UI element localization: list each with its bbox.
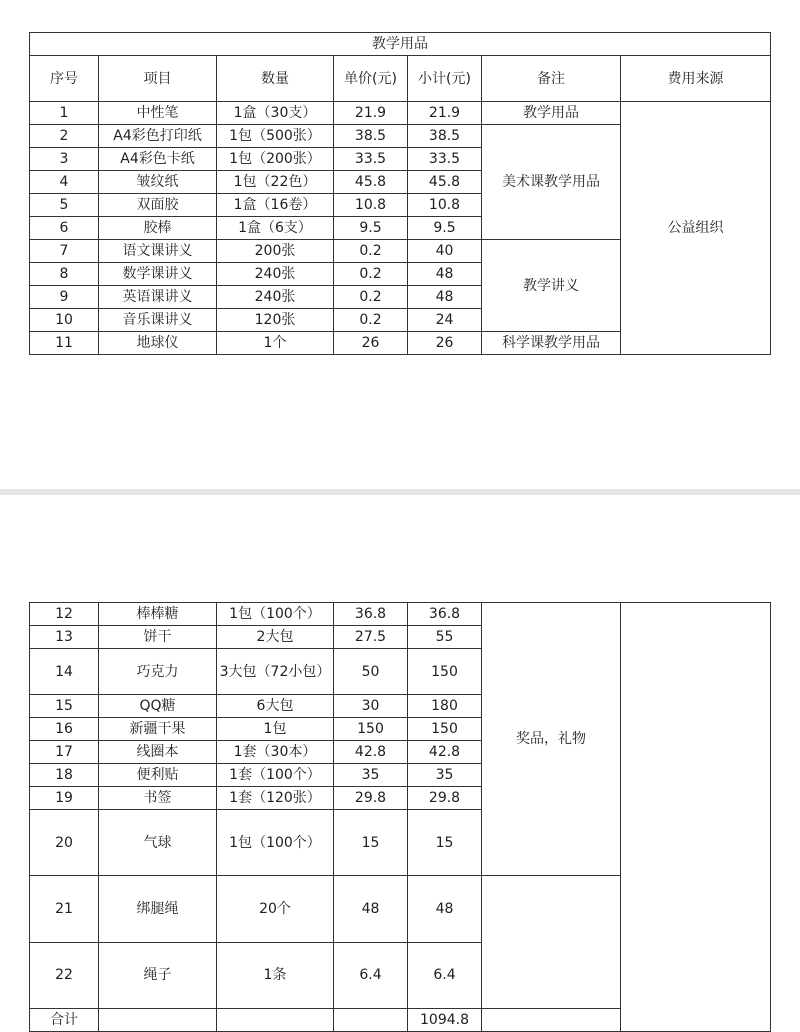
row-subtotal: 36.8 [408,603,482,626]
note-prizes: 奖品，礼物 [482,603,621,876]
row-subtotal: 48 [408,263,482,286]
row-subtotal: 180 [408,695,482,718]
row-quantity: 1条 [217,942,334,1008]
row-unit-price: 48 [334,876,408,942]
row-unit-price: 6.4 [334,942,408,1008]
row-subtotal: 40 [408,240,482,263]
row-subtotal: 45.8 [408,171,482,194]
row-item: 数学课讲义 [99,263,217,286]
row-unit-price: 50 [334,649,408,695]
page-1 [0,0,800,489]
row-quantity: 1盒（16卷） [217,194,334,217]
row-subtotal: 38.5 [408,125,482,148]
row-quantity: 3大包（72小包） [217,649,334,695]
row-unit-price: 150 [334,718,408,741]
row-index: 22 [30,942,99,1008]
row-subtotal: 24 [408,309,482,332]
row-quantity: 1套（30本） [217,741,334,764]
total-empty-quantity [217,1009,334,1032]
header-funding: 费用来源 [621,56,771,102]
row-index: 2 [30,125,99,148]
row-subtotal: 21.9 [408,102,482,125]
header-row [30,56,771,102]
row-unit-price: 10.8 [334,194,408,217]
row-item: 书签 [99,787,217,810]
header-subtotal: 小计(元) [408,56,482,102]
row-quantity: 1包（200张） [217,148,334,171]
row-index: 4 [30,171,99,194]
row-item: 音乐课讲义 [99,309,217,332]
funding-source: 公益组织 [621,102,771,355]
row-index: 15 [30,695,99,718]
table-row [30,102,771,125]
row-item: A4彩色打印纸 [99,125,217,148]
title-row [30,33,771,56]
row-index: 10 [30,309,99,332]
row-quantity: 1包 [217,718,334,741]
row-item: 胶棒 [99,217,217,240]
row-item: 绑腿绳 [99,876,217,942]
row-index: 20 [30,810,99,876]
row-unit-price: 0.2 [334,286,408,309]
row-subtotal: 35 [408,764,482,787]
header-quantity: 数量 [217,56,334,102]
row-unit-price: 36.8 [334,603,408,626]
row-subtotal: 150 [408,718,482,741]
row-index: 11 [30,332,99,355]
row-item: 语文课讲义 [99,240,217,263]
row-item: 双面胶 [99,194,217,217]
row-unit-price: 45.8 [334,171,408,194]
row-subtotal: 10.8 [408,194,482,217]
total-label: 合计 [30,1009,99,1032]
table-title: 教学用品 [30,33,771,56]
row-subtotal: 9.5 [408,217,482,240]
row-unit-price: 9.5 [334,217,408,240]
row-index: 13 [30,626,99,649]
row-quantity: 1套（100个） [217,764,334,787]
row-item: 线圈本 [99,741,217,764]
row-quantity: 1个 [217,332,334,355]
row-quantity: 1包（22色） [217,171,334,194]
note-handouts: 教学讲义 [482,240,621,332]
row-unit-price: 27.5 [334,626,408,649]
row-subtotal: 29.8 [408,787,482,810]
row-item: 地球仪 [99,332,217,355]
row-index: 19 [30,787,99,810]
row-unit-price: 0.2 [334,263,408,286]
note-art: 美术课教学用品 [482,125,621,240]
row-index: 21 [30,876,99,942]
row-item: 新疆干果 [99,718,217,741]
row-index: 6 [30,217,99,240]
row-quantity: 1套（120张） [217,787,334,810]
row-index: 3 [30,148,99,171]
row-quantity: 1盒（30支） [217,102,334,125]
row-item: 皱纹纸 [99,171,217,194]
row-unit-price: 15 [334,810,408,876]
row-quantity: 6大包 [217,695,334,718]
row-index: 9 [30,286,99,309]
funding-source-empty [621,603,771,1032]
row-quantity: 240张 [217,263,334,286]
row-quantity: 200张 [217,240,334,263]
row-index: 18 [30,764,99,787]
row-subtotal: 55 [408,626,482,649]
row-unit-price: 0.2 [334,240,408,263]
row-subtotal: 26 [408,332,482,355]
row-unit-price: 42.8 [334,741,408,764]
row-subtotal: 6.4 [408,942,482,1008]
supplies-table-part-1 [29,32,771,355]
row-subtotal: 33.5 [408,148,482,171]
header-unit-price: 单价(元) [334,56,408,102]
row-index: 12 [30,603,99,626]
row-unit-price: 0.2 [334,309,408,332]
row-quantity: 20个 [217,876,334,942]
row-item: 便利贴 [99,764,217,787]
row-index: 7 [30,240,99,263]
header-note: 备注 [482,56,621,102]
total-empty-price [334,1009,408,1032]
row-item: 棒棒糖 [99,603,217,626]
row-index: 8 [30,263,99,286]
row-item: 绳子 [99,942,217,1008]
row-index: 16 [30,718,99,741]
header-item: 项目 [99,56,217,102]
row-quantity: 240张 [217,286,334,309]
supplies-table-part-2 [29,602,771,1032]
row-quantity: 1包（100个） [217,603,334,626]
row-subtotal: 42.8 [408,741,482,764]
row-quantity: 1包（500张） [217,125,334,148]
row-quantity: 1盒（6支） [217,217,334,240]
total-value: 1094.8 [408,1009,482,1032]
row-unit-price: 21.9 [334,102,408,125]
row-unit-price: 33.5 [334,148,408,171]
total-empty-note [482,1009,621,1032]
row-item: 饼干 [99,626,217,649]
row-item: A4彩色卡纸 [99,148,217,171]
row-unit-price: 38.5 [334,125,408,148]
row-index: 1 [30,102,99,125]
row-unit-price: 30 [334,695,408,718]
note-science: 科学课教学用品 [482,332,621,355]
row-item: 巧克力 [99,649,217,695]
note-teaching: 教学用品 [482,102,621,125]
row-subtotal: 150 [408,649,482,695]
row-subtotal: 15 [408,810,482,876]
row-quantity: 1包（100个） [217,810,334,876]
row-subtotal: 48 [408,876,482,942]
table-row [30,603,771,626]
row-quantity: 120张 [217,309,334,332]
row-item: QQ糖 [99,695,217,718]
row-item: 气球 [99,810,217,876]
row-unit-price: 26 [334,332,408,355]
row-item: 中性笔 [99,102,217,125]
header-index: 序号 [30,56,99,102]
total-empty-item [99,1009,217,1032]
row-subtotal: 48 [408,286,482,309]
row-unit-price: 35 [334,764,408,787]
row-index: 5 [30,194,99,217]
row-unit-price: 29.8 [334,787,408,810]
row-index: 14 [30,649,99,695]
row-index: 17 [30,741,99,764]
row-item: 英语课讲义 [99,286,217,309]
row-quantity: 2大包 [217,626,334,649]
